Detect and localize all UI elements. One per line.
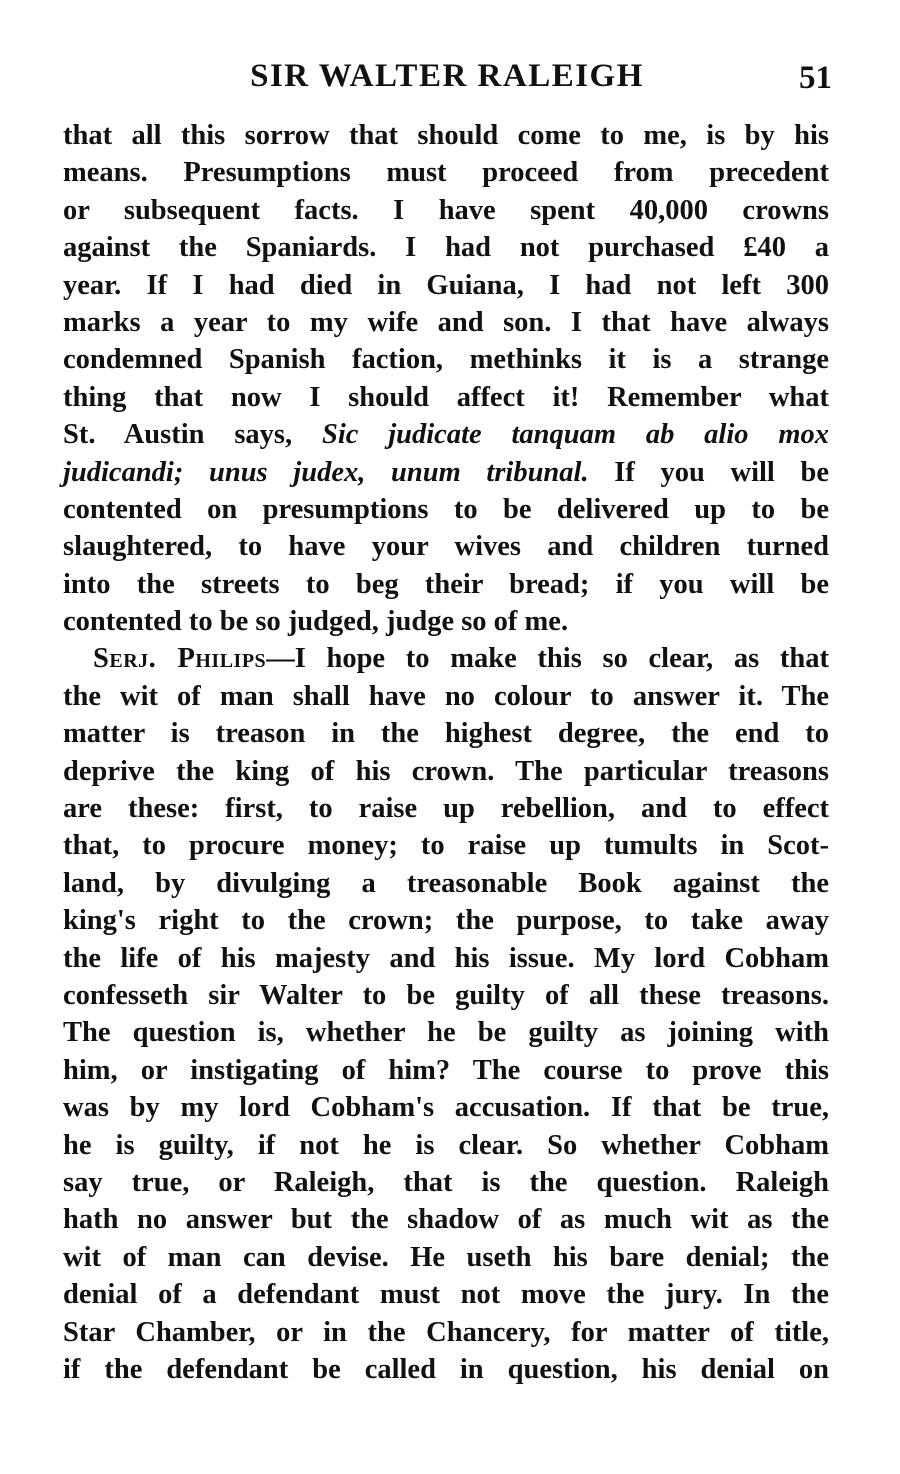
text-line: was by my lord Cobham's accusation. If that be true,: [63, 1092, 829, 1124]
text-line: year. If I had died in Guiana, I had not left 300: [63, 269, 829, 301]
text-line: denial of a defendant must not move the jury. In the: [63, 1279, 829, 1311]
page-number: 51: [799, 60, 832, 96]
text-line: [63, 416, 829, 453]
text-line: marks a year to my wife and son. I that have always: [63, 306, 829, 338]
text-line: matter is treason in the highest degree, the end to: [63, 718, 829, 750]
text-line: him, or instigating of him? The course to prove this: [63, 1054, 829, 1086]
latin-quotation: Sic judicate tanquam ab alio mox: [321, 419, 829, 451]
speaker-name: Serj. Philips: [93, 643, 267, 675]
text-line: means. Presumptions must proceed from precedent: [63, 157, 829, 189]
text-line: that all this sorrow that should come to me, is by his: [63, 120, 829, 151]
page-header: [62, 54, 832, 98]
text-line: the life of his majesty and his issue. My lord Cobham: [63, 942, 829, 974]
text-line: king's right to the crown; the purpose, to take away: [63, 905, 829, 937]
latin-quotation: judicandi; unus judex, unum tribunal.: [63, 456, 589, 488]
text-line: are these: first, to raise up rebellion, and to effect: [63, 793, 829, 825]
text-line: land, by divulging a treasonable Book against the: [63, 867, 829, 899]
text-line: deprive the king of his crown. The particular treasons: [63, 755, 829, 787]
text-roman: —I hope to make this so clear, as that: [266, 643, 829, 675]
text-line: [63, 640, 829, 677]
body-text: [63, 117, 829, 1388]
text-line: The question is, whether he be guilty as joining with: [63, 1017, 829, 1049]
text-line: or subsequent facts. I have spent 40,000 crowns: [63, 194, 829, 226]
text-line: say true, or Raleigh, that is the question. Raleigh: [63, 1166, 829, 1198]
text-line: if the defendant be called in question, his denial on: [63, 1353, 829, 1385]
text-line: contented to be so judged, judge so of me.: [63, 606, 569, 638]
text-line: Star Chamber, or in the Chancery, for matter of title,: [63, 1316, 829, 1348]
text-line: slaughtered, to have your wives and children turned: [63, 531, 829, 563]
text-line: wit of man can devise. He useth his bare denial; the: [63, 1241, 829, 1273]
text-line: the wit of man shall have no colour to answer it. The: [63, 680, 829, 712]
text-line: contented on presumptions to be delivered up to be: [63, 493, 829, 525]
text-roman: If you will be: [588, 456, 829, 488]
text-line: hath no answer but the shadow of as much wit as the: [63, 1204, 829, 1236]
text-roman: St. Austin says,: [63, 419, 322, 451]
text-line: into the streets to beg their bread; if you will be: [63, 568, 829, 600]
text-line: [63, 454, 829, 491]
text-line: condemned Spanish faction, methinks it is a strange: [63, 344, 829, 376]
text-line: thing that now I should affect it! Remember what: [63, 381, 829, 413]
running-title: SIR WALTER RALEIGH: [250, 58, 644, 94]
text-line: he is guilty, if not he is clear. So whether Cobham: [63, 1129, 829, 1161]
text-line: confesseth sir Walter to be guilty of all these treasons.: [63, 979, 829, 1011]
text-line: that, to procure money; to raise up tumults in Scot-: [63, 830, 829, 862]
text-line: against the Spaniards. I had not purchased £40 a: [63, 232, 829, 264]
